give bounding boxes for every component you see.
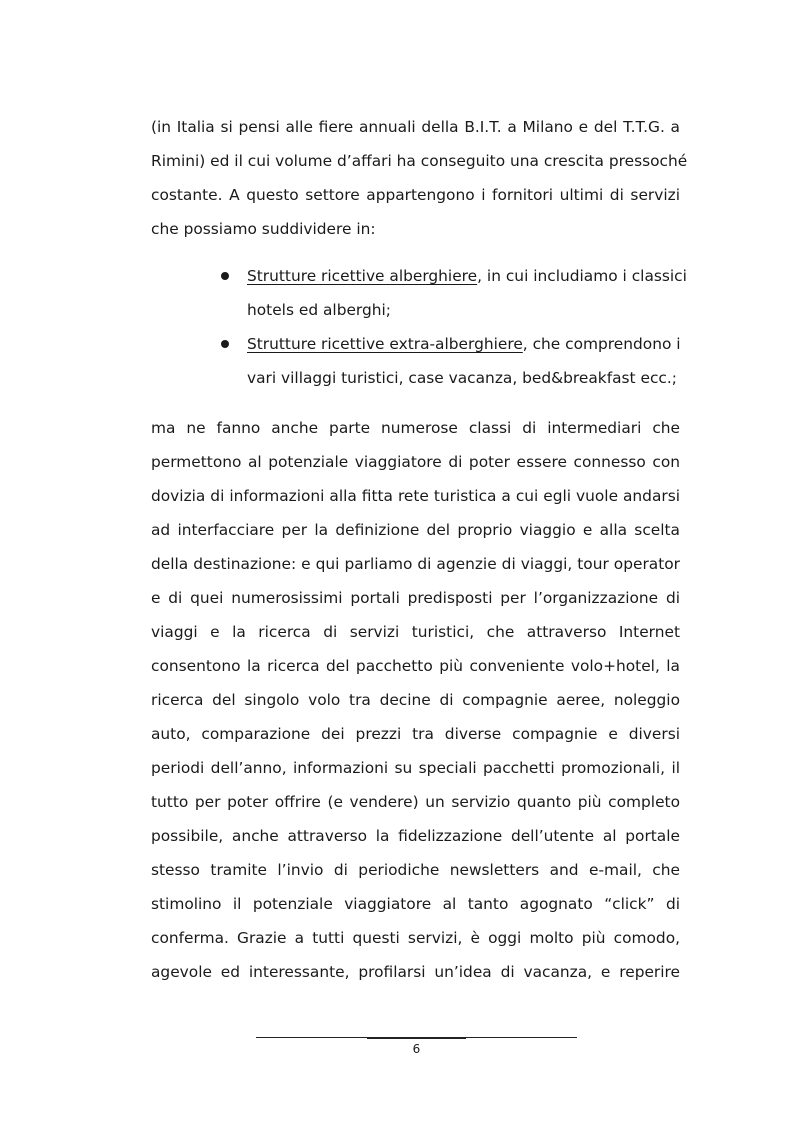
page-number: 6 [412,1042,421,1056]
paragraph-2-line: periodi dell’anno, informazioni su speciali pacchetti promozionali, il [151,759,680,777]
paragraph-2-line: agevole ed interessante, profilarsi un’idea di vacanza, e reperire [151,963,680,981]
bullet-item-extra-alberghiere [221,327,680,395]
paragraph-2-line: dovizia di informazioni alla fitta rete turistica a cui egli vuole andarsi [151,487,680,505]
paragraph-2-line: stimolino il potenziale viaggiatore al tanto agognato “click” di [151,895,680,913]
paragraph-2-line: della destinazione: e qui parliamo di agenzie di viaggi, tour operator [151,555,680,573]
bullet-line: vari villaggi turistici, case vacanza, bed&breakfast ecc.; [247,369,677,387]
paragraph-1-line: (in Italia si pensi alle fiere annuali della B.I.T. a Milano e del T.T.G. a [151,118,680,136]
paragraph-2-line: ma ne fanno anche parte numerose classi di intermediari che [151,419,680,437]
paragraph-2-line: viaggi e la ricerca di servizi turistici, che attraverso Internet [151,623,680,641]
paragraph-2-line: stesso tramite l’invio di periodiche newsletters and e-mail, che [151,861,680,879]
paragraph-2-line: auto, comparazione dei prezzi tra diverse compagnie e diversi [151,725,680,743]
bullet-text: , in cui includiamo i classici [477,267,687,285]
paragraph-2-line: ad interfacciare per la definizione del proprio viaggio e alla scelta [151,521,680,539]
paragraph-2 [151,411,680,989]
bullet-item-alberghiere [221,259,687,327]
paragraph-2-line: conferma. Grazie a tutti questi servizi, è oggi molto più comodo, [151,929,680,947]
bullet-line [247,259,687,293]
paragraph-2-line: consentono la ricerca del pacchetto più conveniente volo+hotel, la [151,657,680,675]
paragraph-2-line: ricerca del singolo volo tra decine di compagnie aeree, noleggio [151,691,680,709]
paragraph-1-line: costante. A questo settore appartengono i fornitori ultimi di servizi [151,186,680,204]
paragraph-1-line: Rimini) ed il cui volume d’affari ha conseguito una crescita pressoché [151,152,688,170]
paragraph-2-line: tutto per poter offrire (e vendere) un servizio quanto più completo [151,793,680,811]
footer-divider-accent [367,1037,466,1039]
paragraph-2-line: permettono al potenziale viaggiatore di poter essere connesso con [151,453,680,471]
paragraph-2-line: e di quei numerosissimi portali predisposti per l’organizzazione di [151,589,680,607]
underlined-term: Strutture ricettive extra-alberghiere [247,335,523,353]
bullet-text: , che comprendono i [522,335,681,353]
bullet-list [221,259,687,395]
bullet-icon [221,272,229,280]
paragraph-2-line: possibile, anche attraverso la fidelizzazione dell’utente al portale [151,827,680,845]
paragraph-1 [151,110,688,246]
bullet-line: hotels ed alberghi; [247,301,391,319]
bullet-icon [221,340,229,348]
paragraph-1-line: che possiamo suddividere in: [151,220,376,238]
bullet-line [247,327,680,361]
underlined-term: Strutture ricettive alberghiere [247,267,478,285]
